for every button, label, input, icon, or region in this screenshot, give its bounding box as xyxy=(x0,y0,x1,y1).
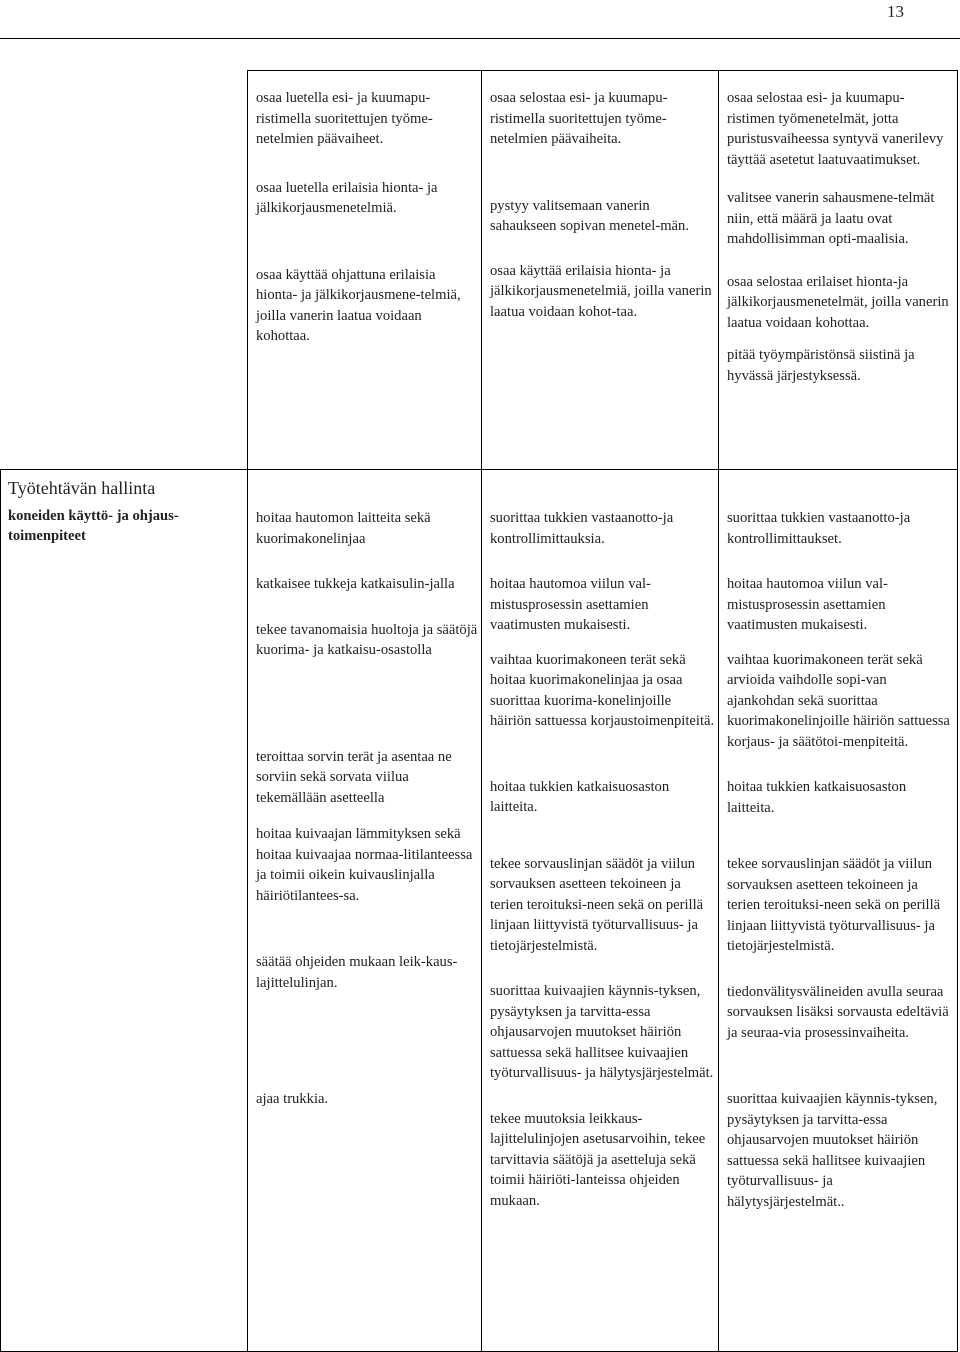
bottom-column-3 xyxy=(727,508,951,1240)
top-column-2 xyxy=(490,88,716,350)
criterion-text: suorittaa tukkien vastaanotto-ja kontrollimittaukset. xyxy=(727,510,911,547)
column-divider-3 xyxy=(718,70,719,1352)
criterion-text: säätää ohjeiden mukaan leik-kaus-lajittelulinjan. xyxy=(256,954,458,991)
criterion-text: hoitaa hautomoa viilun val-mistusprosessin asettamien vaatimusten mukaisesti. xyxy=(490,576,651,633)
criterion-text: valitsee vanerin sahausmene-telmät niin, että määrä ja laatu ovat mahdollisimman opti-maalisia. xyxy=(727,190,935,247)
section-subtitle: koneiden käyttö- ja ohjaus-toimenpiteet xyxy=(8,508,179,544)
top-column-3 xyxy=(727,88,951,414)
criterion-text: suorittaa tukkien vastaanotto-ja kontrollimittauksia. xyxy=(490,510,674,547)
criterion-text: hoitaa hautomon laitteita sekä kuorimakonelinjaa xyxy=(256,510,431,547)
criterion-text: suorittaa kuivaajien käynnis-tyksen, pysäytyksen ja tarvitta-essa ohjausarvojen muutokset häiriön sattuessa sekä hallitsee kuivaajien työturvallisuus- ja hälytysjärjestelmät. xyxy=(490,983,714,1081)
criterion-text: hoitaa kuivaajan lämmityksen sekä hoitaa kuivaajaa normaa-litilanteessa ja toimii oikein kuivauslinjalla häiriötilantees-sa. xyxy=(256,826,473,904)
criterion-text: tiedonvälitysvälineiden avulla seuraa sorvauksen lisäksi sorvausta edeltäviä ja seuraa-via prosessinvaiheita. xyxy=(727,983,949,1041)
criterion-text: osaa selostaa esi- ja kuumapu-ristimella suoritettujen työme-netelmien päävaiheita. xyxy=(490,90,668,147)
header-rule xyxy=(0,38,960,39)
criterion-text: osaa luetella erilaisia hionta- ja jälkikorjausmenetelmiä. xyxy=(256,179,438,216)
section-title: Työtehtävän hallinta xyxy=(8,478,156,498)
bottom-column-2 xyxy=(490,508,716,1239)
criterion-text: hoitaa tukkien katkaisuosaston laitteita. xyxy=(490,778,670,815)
criterion-text: tekee tavanomaisia huoltoja ja säätöjä kuorima- ja katkaisu-osastolla xyxy=(256,621,478,658)
criterion-text: hoitaa tukkien katkaisuosaston laitteita. xyxy=(727,779,907,816)
bottom-column-1 xyxy=(256,508,478,1138)
criterion-text: tekee sorvauslinjan säädöt ja viilun sorvauksen asetteen tekoineen ja terien teroituksi-neen sekä on perillä linjaan liittyvistä työturvallisuus- ja tietojärjestelmistä. xyxy=(490,855,704,954)
criterion-text: suorittaa kuivaajien käynnis-tyksen, pysäytyksen ja tarvitta-essa ohjausarvojen muutokset häiriön sattuessa sekä hallitsee kuivaajien työturvallisuus- ja hälytysjärjestelmät.. xyxy=(727,1091,938,1210)
table-border-left xyxy=(0,469,1,1352)
criterion-text: vaihtaa kuorimakoneen terät sekä hoitaa kuorimakonelinjaa ja osaa suorittaa kuorima-konelinjoille häiriön sattuessa korjaustoimenpiteitä. xyxy=(490,651,715,729)
criterion-text: tekee sorvauslinjan säädöt ja viilun sorvauksen asetteen tekoineen ja terien teroituksi-neen sekä on perillä linjaan liittyvistä työturvallisuus- ja tietojärjestelmistä. xyxy=(727,856,941,954)
criterion-text: hoitaa hautomoa viilun val-mistusprosessin asettamien vaatimusten mukaisesti. xyxy=(727,576,888,633)
criterion-text: pitää työympäristönsä siistinä ja hyvässä järjestyksessä. xyxy=(727,347,915,384)
page-number: 13 xyxy=(887,2,904,21)
table-border-right xyxy=(957,70,958,1352)
criterion-text: osaa selostaa esi- ja kuumapu-ristimen työmenetelmät, jotta puristusvaiheessa syntyvä vanerilevy täyttää asetetut laatuvaatimukset. xyxy=(727,90,944,168)
column-divider-1 xyxy=(247,70,248,1352)
section-rule xyxy=(0,469,958,470)
criterion-text: osaa luetella esi- ja kuumapu-ristimella suoritettujen työme-netelmien päävaiheet. xyxy=(256,90,433,147)
criterion-text: osaa selostaa erilaiset hionta-ja jälkikorjausmenetelmät, joilla vanerin laatua voidaan kohottaa. xyxy=(727,273,949,331)
criterion-text: katkaisee tukkeja katkaisulin-jalla xyxy=(256,576,455,592)
criterion-text: osaa käyttää erilaisia hionta- ja jälkikorjausmenetelmiä, joilla vanerin laatua voidaan kohot-taa. xyxy=(490,262,712,320)
column-divider-2 xyxy=(481,70,482,1352)
criterion-text: pystyy valitsemaan vanerin sahaukseen sopivan menetel-män. xyxy=(490,197,689,234)
criterion-text: teroittaa sorvin terät ja asentaa ne sorviin sekä sorvata viilua tekemällään asetteella xyxy=(256,748,452,806)
criterion-text: tekee muutoksia leikkaus-lajittelulinjojen asetusarvoihin, tekee tarvittavia säätöjä ja asetteluja sekä toimii häiriöti-lanteissa ohjeiden mukaan. xyxy=(490,1110,706,1209)
criterion-text: osaa käyttää ohjattuna erilaisia hionta- ja jälkikorjausmene-telmiä, joilla vanerin laatua voidaan kohottaa. xyxy=(256,266,461,344)
criterion-text: ajaa trukkia. xyxy=(256,1091,329,1107)
section-heading xyxy=(8,477,232,546)
criterion-text: vaihtaa kuorimakoneen terät sekä arvioida vaihdolle sopi-van ajankohdan sekä suorittaa kuorimakonelinjoille häiriön sattuessa korjaus- ja säätötoi-menpiteitä. xyxy=(727,651,950,750)
top-column-1 xyxy=(256,88,478,375)
table-border-top xyxy=(247,70,958,71)
